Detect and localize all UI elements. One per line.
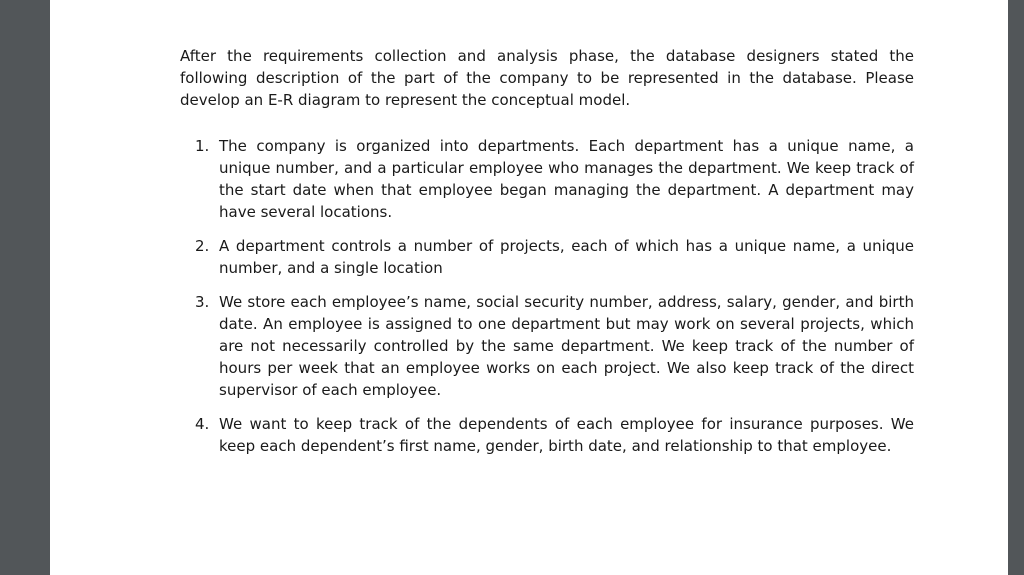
document-page [50,0,1008,575]
list-item-number: 2. [195,237,210,255]
list-item-number: 4. [195,415,210,433]
list-item [195,135,914,223]
list-item-number: 1. [195,137,210,155]
requirements-list [180,135,914,457]
list-item [195,291,914,401]
list-item-text: We store each employee’s name, social security number, address, salary, gender, and birth date. An employee is assigned to one department but may work on several projects, which are not necessarily controlled by the same department. We keep track of the number of hours per week that an employee works on each project. We also keep track of the direct supervisor of each employee. [219,293,914,399]
list-item-number: 3. [195,293,210,311]
list-item [195,413,914,457]
intro-paragraph: After the requirements collection and analysis phase, the database designers stated the following description of the part of the company to be represented in the database. Please develop an E-R diagram to represent the conceptual model. [180,47,914,109]
page-content [180,45,914,469]
list-item-text: A department controls a number of projects, each of which has a unique name, a unique number, and a single location [219,237,914,277]
list-item-text: The company is organized into departments. Each department has a unique name, a unique number, and a particular employee who manages the department. We keep track of the start date when that employee began managing the department. A department may have several locations. [219,137,914,221]
list-item [195,235,914,279]
list-item-text: We want to keep track of the dependents of each employee for insurance purposes. We keep each dependent’s first name, gender, birth date, and relationship to that employee. [219,415,914,455]
